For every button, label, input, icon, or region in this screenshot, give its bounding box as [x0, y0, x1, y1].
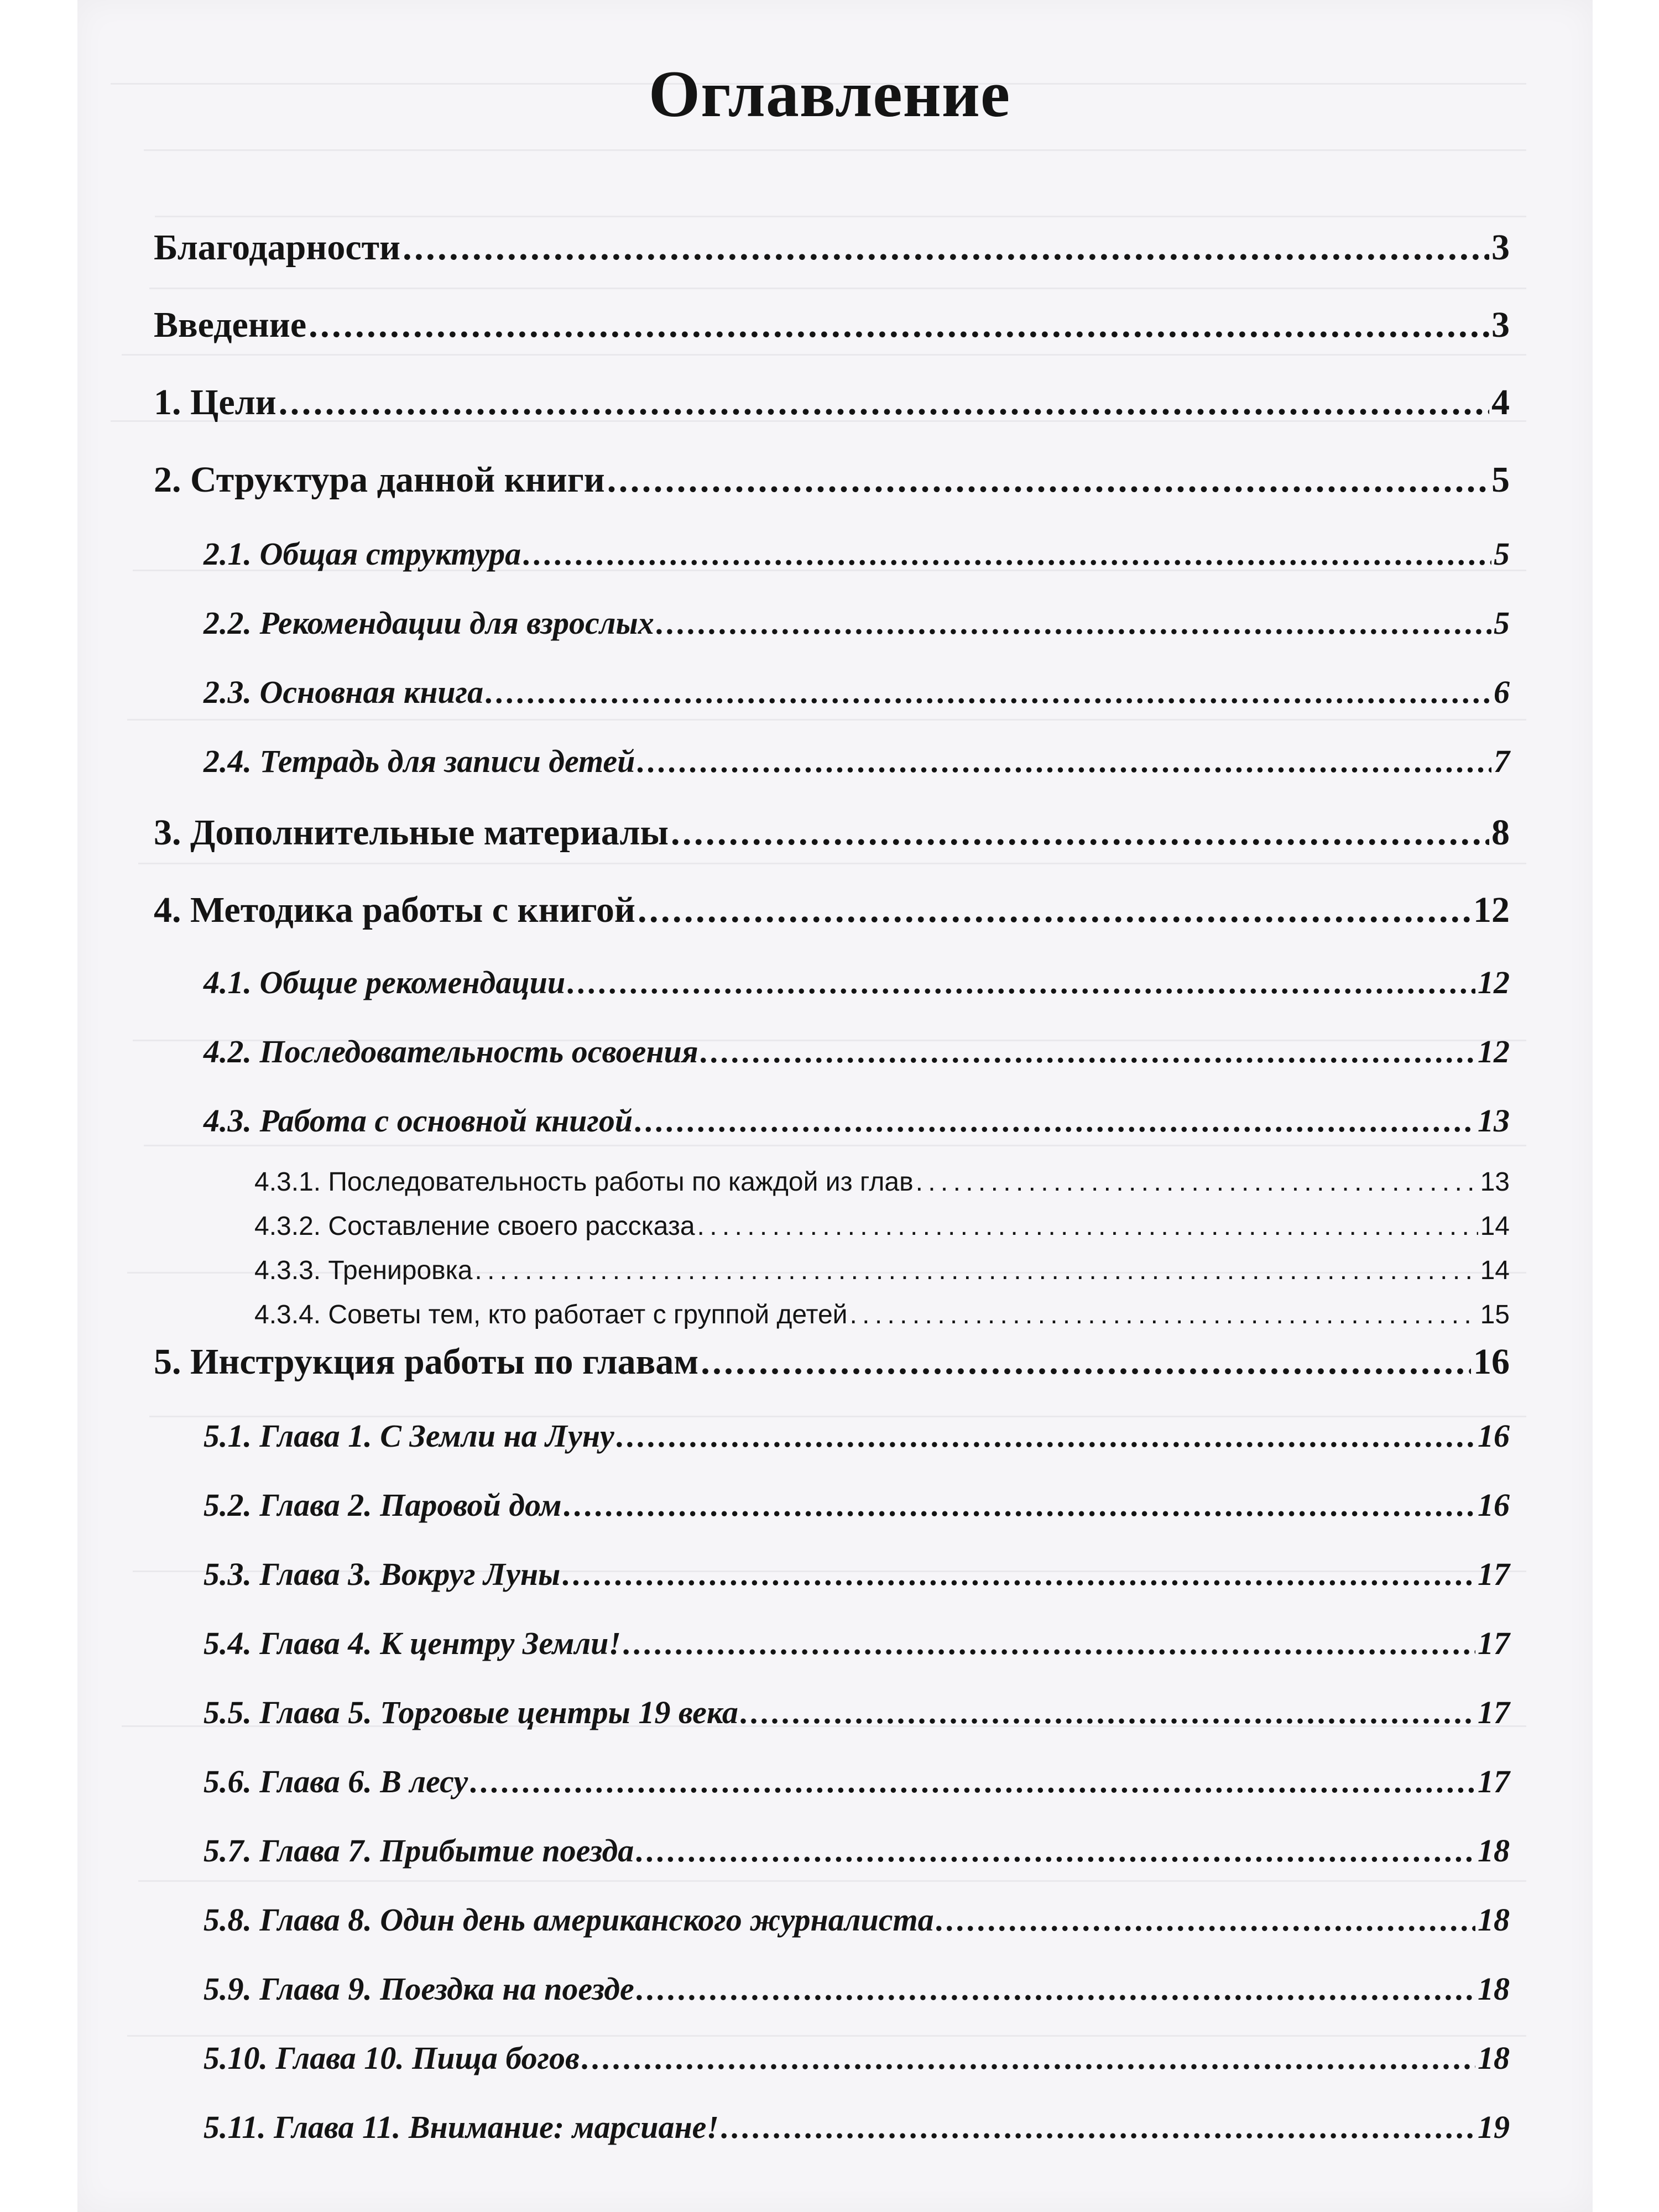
dot-leader — [617, 1417, 1475, 1454]
toc-entry-page: 3 — [1491, 227, 1510, 268]
toc-entry-page: 16 — [1478, 1418, 1510, 1454]
toc-entry-page: 17 — [1478, 1625, 1510, 1661]
page-title: Оглавление — [648, 57, 1011, 131]
toc-entry-learning-sequence — [204, 1033, 1510, 1077]
toc-entry-page: 12 — [1478, 964, 1510, 1000]
toc-entry-page: 12 — [1473, 890, 1510, 930]
toc-entry-chapter-8 — [204, 1901, 1510, 1945]
toc-entry-chapter-9 — [204, 1970, 1510, 2015]
toc-entry-page: 18 — [1478, 1902, 1510, 1938]
toc-entry-page: 3 — [1491, 305, 1510, 345]
dot-leader — [701, 1033, 1475, 1070]
dot-leader — [562, 1556, 1475, 1593]
toc-entry-label: 5.1. Глава 1. С Земли на Луну — [204, 1418, 614, 1454]
dot-leader — [697, 1211, 1478, 1241]
dot-leader — [740, 1694, 1475, 1731]
toc-entry-label: 2.3. Основная книга — [204, 674, 484, 710]
toc-entry-page: 5 — [1494, 536, 1510, 572]
toc-entry-page: 14 — [1480, 1212, 1510, 1241]
toc-entry-label: 4.3. Работа с основной книгой — [204, 1103, 633, 1139]
toc-entry-chapter-11 — [204, 2109, 1510, 2153]
toc-entry-acknowledgements — [154, 227, 1510, 276]
toc-entry-label: 5.3. Глава 3. Вокруг Луны — [204, 1556, 561, 1592]
dot-leader — [936, 1901, 1475, 1938]
dot-leader — [635, 1102, 1475, 1139]
toc-entry-label: 5.11. Глава 11. Внимание: марсиане! — [204, 2109, 719, 2145]
toc-entry-label: Благодарности — [154, 227, 401, 268]
toc-entry-label: 2.2. Рекомендации для взрослых — [204, 605, 654, 641]
dot-leader — [582, 2039, 1475, 2077]
toc-entry-label: 5.5. Глава 5. Торговые центры 19 века — [204, 1694, 738, 1730]
toc-entry-composing-story — [254, 1211, 1510, 1246]
dot-leader — [309, 304, 1489, 346]
dot-leader — [403, 227, 1489, 269]
toc-entry-label: 3. Дополнительные материалы — [154, 812, 669, 853]
toc-entry-page: 13 — [1480, 1167, 1510, 1197]
dot-leader — [636, 1832, 1475, 1869]
toc-entry-label: 5.10. Глава 10. Пища богов — [204, 2040, 580, 2076]
toc-entry-label: 5.4. Глава 4. К центру Земли! — [204, 1625, 621, 1661]
toc-entry-general-recommendations — [204, 964, 1510, 1008]
toc-entry-chapter-7 — [204, 1832, 1510, 1876]
toc-entry-label: 4.2. Последовательность освоения — [204, 1034, 698, 1070]
dot-leader — [607, 459, 1489, 501]
dot-leader — [656, 604, 1491, 641]
dot-leader — [671, 812, 1489, 854]
toc-entry-label: 4. Методика работы с книгой — [154, 890, 635, 930]
toc-entry-label: 4.3.2. Составление своего рассказа — [254, 1212, 695, 1241]
toc-entry-label: 5.6. Глава 6. В лесу — [204, 1764, 468, 1799]
toc-entry-page: 17 — [1478, 1556, 1510, 1592]
dot-leader — [637, 743, 1491, 780]
toc-entry-label: 4.3.4. Советы тем, кто работает с группой детей — [254, 1300, 848, 1329]
toc-entry-training — [254, 1255, 1510, 1291]
dot-leader — [523, 535, 1491, 572]
dot-leader — [849, 1300, 1478, 1330]
dot-leader — [637, 1970, 1475, 2007]
toc-entry-label: 1. Цели — [154, 382, 276, 422]
toc-entry-label: 2.4. Тетрадь для записи детей — [204, 743, 635, 779]
toc-entry-main-book — [204, 674, 1510, 718]
toc-entry-page: 4 — [1491, 382, 1510, 422]
toc-entry-children-notebook — [204, 743, 1510, 787]
dot-leader — [564, 1486, 1475, 1524]
toc-entry-label: 5.7. Глава 7. Прибытие поезда — [204, 1833, 634, 1869]
toc-entry-label: 2. Структура данной книги — [154, 460, 605, 500]
dot-leader — [470, 1763, 1475, 1800]
toc-entry-page: 7 — [1494, 743, 1510, 779]
dot-leader — [623, 1625, 1475, 1662]
toc-entry-chapter-instructions — [154, 1341, 1510, 1391]
toc-entry-page: 18 — [1478, 1971, 1510, 2007]
dot-leader — [486, 674, 1491, 711]
toc-entry-chapter-work-sequence — [254, 1167, 1510, 1202]
toc-entry-label: 5.9. Глава 9. Поездка на поезде — [204, 1971, 634, 2007]
toc-entry-chapter-10 — [204, 2039, 1510, 2084]
toc-entry-page: 15 — [1480, 1300, 1510, 1329]
toc-entry-page: 16 — [1473, 1342, 1510, 1382]
toc-entry-page: 5 — [1494, 605, 1510, 641]
dot-leader — [279, 382, 1489, 424]
toc-entry-adult-recommendations — [204, 604, 1510, 649]
toc-entry-page: 6 — [1494, 674, 1510, 710]
toc-entry-label: 2.1. Общая структура — [204, 536, 521, 572]
toc-entry-page: 12 — [1478, 1034, 1510, 1070]
dot-leader — [701, 1341, 1471, 1383]
toc-entry-page: 8 — [1491, 812, 1510, 853]
dot-leader — [916, 1167, 1478, 1197]
toc-entry-page: 16 — [1478, 1487, 1510, 1523]
toc-entry-page: 13 — [1478, 1103, 1510, 1139]
toc-entry-label: 5. Инструкция работы по главам — [154, 1342, 699, 1382]
dot-leader — [567, 964, 1475, 1001]
toc-entry-working-with-main-book — [204, 1102, 1510, 1146]
toc-entry-label: 5.8. Глава 8. Один день американского журналиста — [204, 1902, 934, 1938]
toc-entry-label: 4.1. Общие рекомендации — [204, 964, 566, 1000]
toc-entry-book-structure — [154, 459, 1510, 509]
toc-entry-additional-materials — [154, 812, 1510, 862]
toc-entry-page: 5 — [1491, 460, 1510, 500]
dot-leader — [721, 2109, 1475, 2146]
toc-entry-methodology — [154, 889, 1510, 939]
toc-entry-page: 18 — [1478, 2040, 1510, 2076]
toc-entry-chapter-6 — [204, 1763, 1510, 1807]
toc-entry-goals — [154, 382, 1510, 431]
dot-leader — [474, 1255, 1478, 1286]
toc-entry-label: Введение — [154, 305, 307, 345]
toc-entry-page: 19 — [1478, 2109, 1510, 2145]
toc-entry-chapter-4 — [204, 1625, 1510, 1669]
toc-entry-page: 18 — [1478, 1833, 1510, 1869]
toc-entry-chapter-3 — [204, 1556, 1510, 1600]
toc-entry-label: 4.3.3. Тренировка — [254, 1256, 473, 1285]
toc-entry-chapter-1 — [204, 1417, 1510, 1462]
toc-entry-group-tips — [254, 1300, 1510, 1335]
toc-entry-label: 4.3.1. Последовательность работы по каждой из глав — [254, 1167, 914, 1197]
toc-entry-page: 17 — [1478, 1764, 1510, 1799]
toc-entry-page: 14 — [1480, 1256, 1510, 1285]
toc-entry-chapter-2 — [204, 1486, 1510, 1531]
dot-leader — [638, 889, 1471, 931]
toc-entry-page: 17 — [1478, 1694, 1510, 1730]
toc-entry-label: 5.2. Глава 2. Паровой дом — [204, 1487, 562, 1523]
toc-entry-general-structure — [204, 535, 1510, 580]
toc-entry-chapter-5 — [204, 1694, 1510, 1738]
toc-entry-introduction — [154, 304, 1510, 354]
